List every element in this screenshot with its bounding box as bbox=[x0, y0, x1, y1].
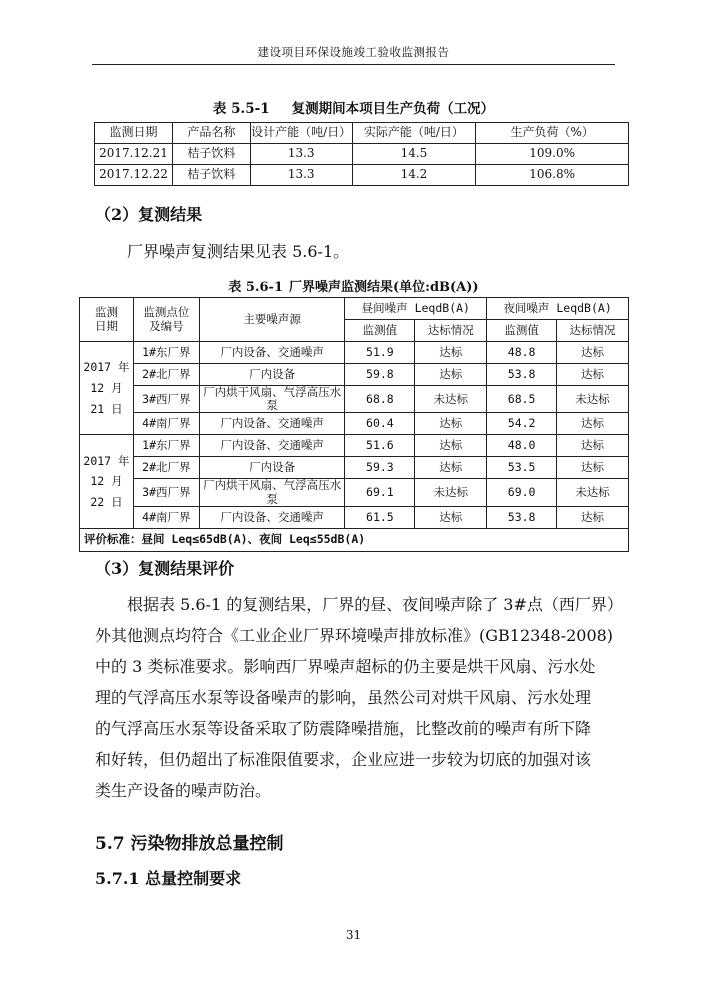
header-cell: 达标情况 bbox=[415, 320, 487, 342]
paragraph-line: 类生产设备的噪声防治。 bbox=[95, 781, 272, 800]
table-cell: 桔子饮料 bbox=[172, 144, 250, 165]
table-cell: 1#东厂界 bbox=[133, 342, 199, 364]
table-cell: 2017.12.21 bbox=[95, 144, 173, 165]
table-cell: 达标 bbox=[557, 413, 629, 435]
table1-caption-number: 表 5.5-1 bbox=[212, 101, 270, 117]
table-cell: 未达标 bbox=[557, 386, 629, 413]
date-cell bbox=[80, 342, 134, 435]
table-cell: 厂内设备、交通噪声 bbox=[199, 506, 345, 528]
table-cell: 2#北厂界 bbox=[133, 457, 199, 479]
table-cell: 59.3 bbox=[345, 457, 415, 479]
date-line: 22 日 bbox=[90, 495, 123, 509]
table-cell: 厂内设备、交通噪声 bbox=[199, 413, 345, 435]
paragraph-line: 和好转，但仍超出了标准限值要求，企业应进一步较为切底的加强对该 bbox=[95, 750, 592, 769]
table2-caption bbox=[0, 276, 707, 295]
table2-caption-title: 厂界噪声监测结果(单位:dB(A)) bbox=[289, 280, 479, 295]
header-cell: 生产负荷（%） bbox=[476, 123, 629, 144]
table-cell: 1#东厂界 bbox=[133, 435, 199, 457]
table-row bbox=[95, 144, 629, 165]
table-cell: 达标 bbox=[557, 457, 629, 479]
table-cell: 4#南厂界 bbox=[133, 506, 199, 528]
table-cell: 未达标 bbox=[557, 479, 629, 506]
table-cell: 3#西厂界 bbox=[133, 386, 199, 413]
paragraph-line: 理的气浮高压水泵等设备噪声的影响，虽然公司对烘干风扇、污水处理 bbox=[95, 688, 592, 707]
table-cell: 达标 bbox=[557, 506, 629, 528]
paragraph-line: 外其他测点均符合《工业企业厂界环境噪声排放标准》(GB12348-2008) bbox=[95, 626, 614, 645]
table-cell: 14.5 bbox=[352, 144, 476, 165]
table-cell: 14.2 bbox=[352, 165, 476, 186]
table-cell: 厂内烘干风扇、气浮高压水泵 bbox=[199, 479, 345, 506]
header-line: 及编号 bbox=[149, 318, 184, 333]
table-row bbox=[80, 435, 629, 457]
noise-results-table bbox=[79, 297, 629, 552]
header-cell-source: 主要噪声源 bbox=[199, 298, 345, 342]
header-line: 监测 bbox=[94, 305, 118, 320]
table-cell: 69.1 bbox=[345, 479, 415, 506]
section-heading-5-7-1: 5.7.1 总量控制要求 bbox=[95, 869, 242, 888]
table-cell: 13.3 bbox=[250, 144, 352, 165]
table-cell: 2017.12.22 bbox=[95, 165, 173, 186]
table-cell: 59.8 bbox=[345, 364, 415, 386]
table-row bbox=[80, 479, 629, 506]
header-divider bbox=[92, 64, 615, 65]
table-cell: 53.5 bbox=[487, 457, 557, 479]
table-cell: 达标 bbox=[557, 435, 629, 457]
header-cell-day: 昼间噪声 LeqdB(A) bbox=[345, 298, 487, 320]
table-cell: 达标 bbox=[415, 457, 487, 479]
table-cell: 69.0 bbox=[487, 479, 557, 506]
table-cell: 厂内设备 bbox=[199, 457, 345, 479]
table-cell: 厂内设备、交通噪声 bbox=[199, 435, 345, 457]
date-line: 2017 年 bbox=[83, 453, 130, 468]
paragraph-line: 的气浮高压水泵等设备采取了防震降噪措施，比整改前的噪声有所下降 bbox=[95, 719, 592, 738]
table-cell: 厂内设备、交通噪声 bbox=[199, 342, 345, 364]
header-cell-point bbox=[133, 298, 199, 342]
table2-caption-number: 表 5.6-1 bbox=[228, 280, 283, 295]
production-load-table bbox=[94, 122, 629, 186]
table-cell: 4#南厂界 bbox=[133, 413, 199, 435]
date-line: 12 月 bbox=[90, 474, 123, 489]
table-cell: 厂内烘干风扇、气浮高压水泵 bbox=[199, 386, 345, 413]
table-cell: 桔子饮料 bbox=[172, 165, 250, 186]
date-cell bbox=[80, 435, 134, 528]
table-cell: 未达标 bbox=[415, 479, 487, 506]
date-line: 21 日 bbox=[90, 401, 123, 416]
table-cell: 68.5 bbox=[487, 386, 557, 413]
header-line: 日期 bbox=[94, 318, 118, 333]
table-cell: 106.8% bbox=[476, 165, 629, 186]
header-cell-date bbox=[80, 298, 134, 342]
retest-intro-text: 厂界噪声复测结果见表 5.6-1。 bbox=[127, 242, 350, 261]
table-row bbox=[80, 364, 629, 386]
table-header-row bbox=[80, 298, 629, 320]
paragraph-line: 根据表 5.6-1 的复测结果，厂界的昼、夜间噪声除了 3#点（西厂界） bbox=[127, 595, 623, 614]
table-cell: 2#北厂界 bbox=[133, 364, 199, 386]
table-cell: 68.8 bbox=[345, 386, 415, 413]
table-row bbox=[80, 342, 629, 364]
table-cell: 达标 bbox=[415, 413, 487, 435]
table-cell: 未达标 bbox=[415, 386, 487, 413]
table-cell: 3#西厂界 bbox=[133, 479, 199, 506]
table-cell: 61.5 bbox=[345, 506, 415, 528]
table-row bbox=[80, 386, 629, 413]
table-row bbox=[80, 506, 629, 528]
table-cell: 48.0 bbox=[487, 435, 557, 457]
table1-caption-title: 复测期间本项目生产负荷（工况） bbox=[291, 101, 495, 117]
date-line: 2017 年 bbox=[83, 360, 130, 375]
table-cell: 54.2 bbox=[487, 413, 557, 435]
header-cell: 产品名称 bbox=[172, 123, 250, 144]
table-cell: 48.8 bbox=[487, 342, 557, 364]
section-heading-5-7: 5.7 污染物排放总量控制 bbox=[95, 834, 284, 854]
criteria-row bbox=[80, 528, 629, 551]
table-cell: 达标 bbox=[415, 342, 487, 364]
table-cell: 51.6 bbox=[345, 435, 415, 457]
header-cell: 达标情况 bbox=[557, 320, 629, 342]
table-row bbox=[80, 457, 629, 479]
table-cell: 60.4 bbox=[345, 413, 415, 435]
table-cell: 13.3 bbox=[250, 165, 352, 186]
table-row bbox=[80, 413, 629, 435]
table-cell: 达标 bbox=[557, 342, 629, 364]
table-cell: 达标 bbox=[415, 435, 487, 457]
table-cell: 109.0% bbox=[476, 144, 629, 165]
table-cell: 53.8 bbox=[487, 506, 557, 528]
table-cell: 厂内设备 bbox=[199, 364, 345, 386]
section-heading-evaluation: （3）复测结果评价 bbox=[95, 559, 235, 578]
table-cell: 达标 bbox=[415, 364, 487, 386]
paragraph-line: 中的 3 类标准要求。影响西厂界噪声超标的仍主要是烘干风扇、污水处 bbox=[95, 657, 596, 676]
header-line: 监测点位 bbox=[143, 305, 190, 320]
table1-caption bbox=[0, 97, 707, 117]
table-cell: 达标 bbox=[415, 506, 487, 528]
date-line: 12 月 bbox=[90, 380, 123, 395]
table-cell: 达标 bbox=[557, 364, 629, 386]
page-number: 31 bbox=[345, 928, 362, 942]
header-cell-night: 夜间噪声 LeqdB(A) bbox=[487, 298, 629, 320]
running-header: 建设项目环保设施竣工验收监测报告 bbox=[257, 45, 450, 59]
header-cell: 监测值 bbox=[345, 320, 415, 342]
evaluation-criteria: 评价标准：昼间 Leq≤65dB(A)、夜间 Leq≤55dB(A) bbox=[80, 528, 629, 551]
table-row bbox=[95, 165, 629, 186]
header-cell: 监测日期 bbox=[95, 123, 173, 144]
header-cell: 监测值 bbox=[487, 320, 557, 342]
header-cell: 设计产能（吨/日） bbox=[250, 123, 352, 144]
table-cell: 51.9 bbox=[345, 342, 415, 364]
section-heading-retest-results: （2）复测结果 bbox=[95, 205, 203, 224]
table-header-row bbox=[95, 123, 629, 144]
table-cell: 53.8 bbox=[487, 364, 557, 386]
evaluation-paragraph bbox=[95, 589, 623, 806]
header-cell: 实际产能（吨/日） bbox=[352, 123, 476, 144]
